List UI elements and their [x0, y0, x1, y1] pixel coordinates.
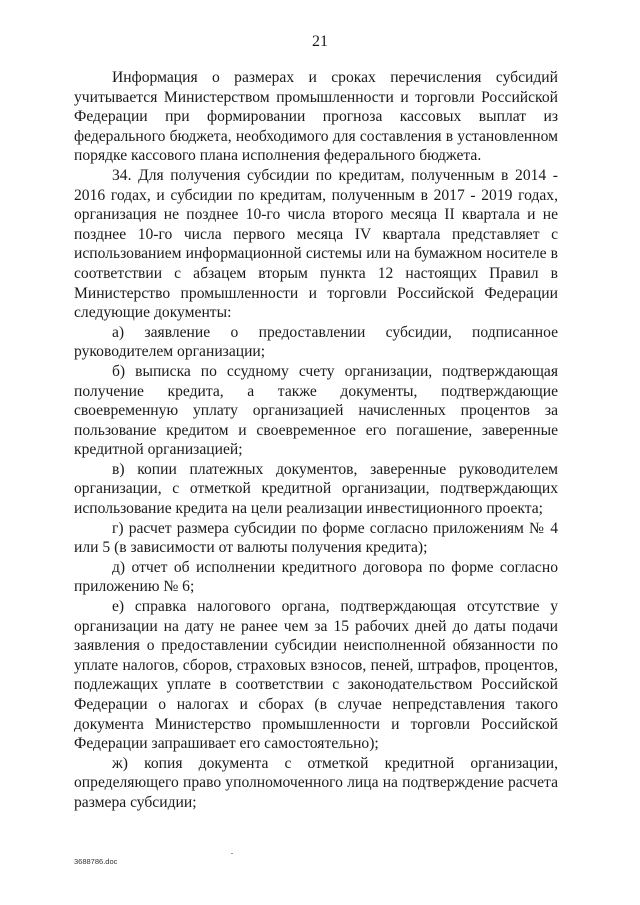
- list-item-v: в) копии платежных документов, заверенные руководителем организации, с отметкой кредитной организации, подтверждающих использование кредита на цели реализации инвестиционного проекта;: [74, 460, 558, 518]
- list-item-a: а) заявление о предоставлении субсидии, подписанное руководителем организации;: [74, 323, 558, 361]
- paragraph-info-subsidies: Информация о размерах и сроках перечисления субсидий учитывается Министерством промышленности и торговли Российской Федерации при формировании прогноза кассовых выплат из федерального бюджета, необходимого для составления в установленном порядке кассового плана исполнения федерального бюджета.: [74, 69, 558, 165]
- paragraph-34: 34. Для получения субсидии по кредитам, полученным в 2014 - 2016 годах, и субсидии по кредитам, полученным в 2017 - 2019 годах, организация не позднее 10-го числа второго месяца II квартала и не позднее 10-го числа первого месяца IV квартала представляет с использованием информационной системы или на бумажном носителе в соответствии с абзацем вторым пункта 12 настоящих Правил в Министерство промышленности и торговли Российской Федерации следующие документы:: [74, 166, 558, 322]
- list-item-b: б) выписка по ссудному счету организации, подтверждающая получение кредита, а также документы, подтверждающие своевременную уплату организацией начисленных процентов за пользование кредитом и своевременное его погашение, заверенные кредитной организацией;: [74, 362, 558, 459]
- scan-speck: [231, 853, 233, 854]
- list-item-g: г) расчет размера субсидии по форме согласно приложениям № 4 или 5 (в зависимости от валюты получения кредита);: [74, 519, 558, 557]
- page-number: 21: [312, 33, 328, 50]
- list-item-d: д) отчет об исполнении кредитного договора по форме согласно приложению № 6;: [74, 558, 558, 596]
- list-item-zh: ж) копия документа с отметкой кредитной организации, определяющего право уполномоченного лица на подтверждение расчета размера субсидии;: [74, 754, 558, 811]
- document-body: [74, 68, 558, 813]
- list-item-e: е) справка налогового органа, подтверждающая отсутствие у организации на дату не ранее чем за 15 рабочих дней до даты подачи заявления о предоставлении субсидии неисполненной обязанности по уплате налогов, сборов, страховых взносов, пеней, штрафов, процентов, подлежащих уплате в соответствии с законодательством Российской Федерации о налогах и сборах (в случае непредставления такого документа Министерство промышленности и торговли Российской Федерации запрашивает его самостоятельно);: [74, 598, 558, 753]
- footer-file-code: 3688786.doc: [74, 857, 118, 866]
